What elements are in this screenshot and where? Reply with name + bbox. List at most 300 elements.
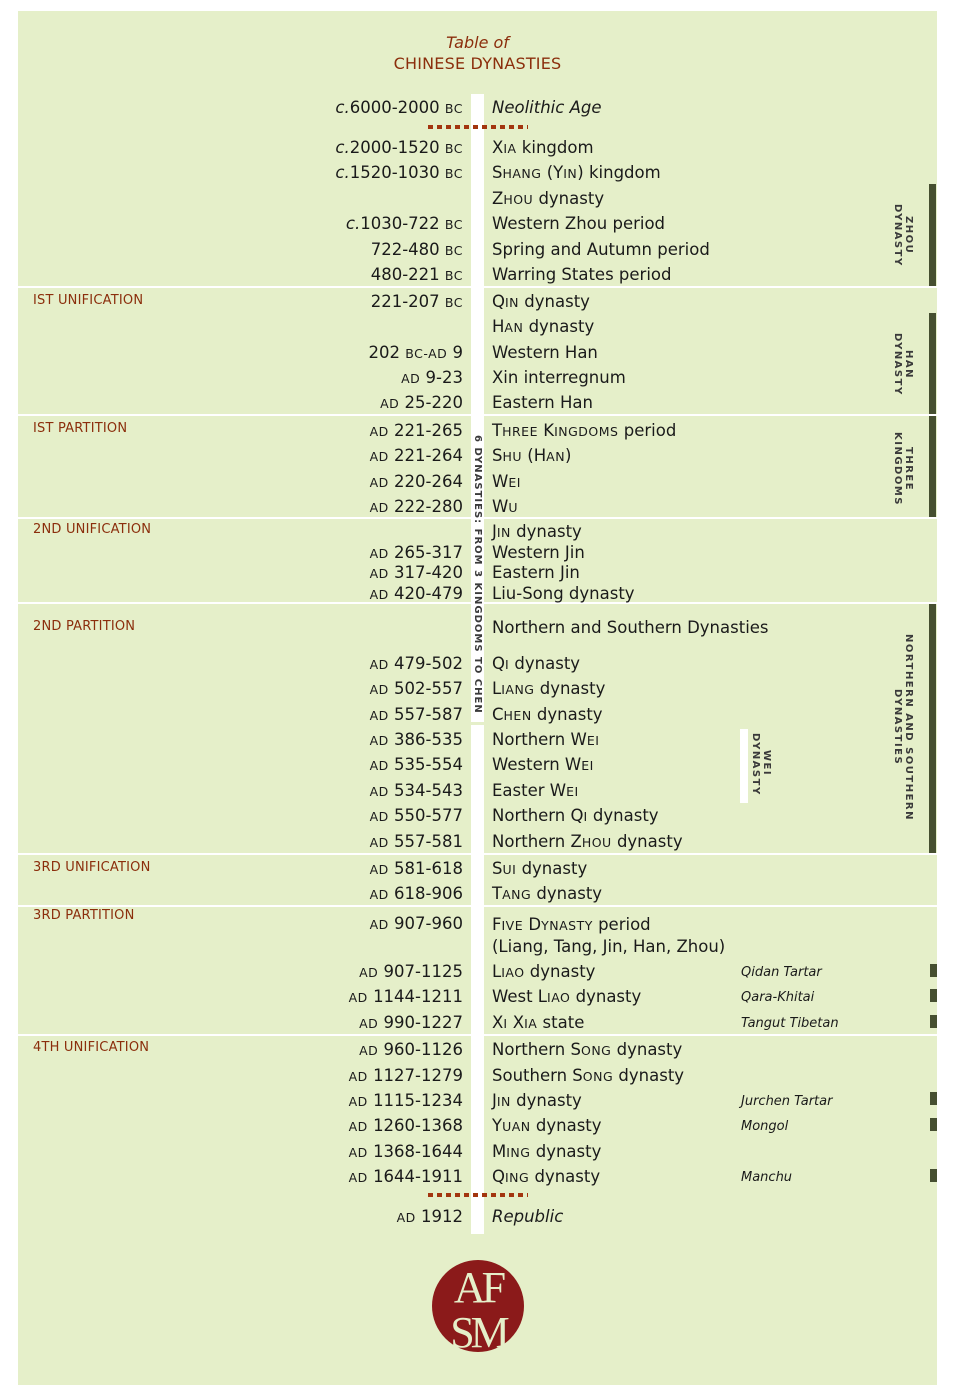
dynasty-name bbox=[492, 98, 602, 117]
date-range bbox=[370, 472, 463, 491]
date-range bbox=[370, 832, 463, 851]
group-label-1st-partition: IST PARTITION bbox=[33, 421, 128, 436]
group-label-2nd-unification: 2ND UNIFICATION bbox=[33, 522, 152, 537]
era-label: AD bbox=[380, 396, 400, 411]
side-label-han-dynasty: HAN DYNASTY bbox=[892, 333, 914, 396]
dynasty-name-text: Neolithic Age bbox=[492, 98, 602, 117]
side-label-northern-southern: NORTHERN AND SOUTHERN DYNASTIES bbox=[892, 633, 914, 821]
era-label: AD bbox=[401, 371, 421, 386]
timeline-bar bbox=[471, 288, 484, 414]
dynasty-name-text: dynasty bbox=[570, 987, 642, 1006]
era-label: AD bbox=[369, 424, 389, 439]
era-label: AD bbox=[369, 862, 389, 877]
era-label: AD bbox=[396, 1210, 416, 1225]
dynasty-name-initial: M bbox=[492, 1142, 507, 1161]
dynasty-name-text: Spring and Autumn period bbox=[492, 240, 710, 259]
dynasty-name bbox=[492, 618, 769, 637]
date-range bbox=[370, 543, 463, 562]
six-dynasties-label: 6 DYNASTIES: FROM 3 KINGDOMS TO CHEN bbox=[472, 434, 483, 714]
era-label: AD bbox=[359, 1016, 379, 1031]
dynasty-name-smallcaps: IA bbox=[524, 1016, 538, 1031]
dynasty-name-text: Republic bbox=[492, 1207, 564, 1226]
side-label-zhou-dynasty: ZHOU DYNASTY bbox=[892, 204, 914, 267]
date-range bbox=[371, 292, 463, 311]
dynasty-name-text: dynasty bbox=[530, 1116, 602, 1135]
dynasty-name-smallcaps: IANG bbox=[501, 682, 535, 697]
dynasty-name-text: Xin interregnum bbox=[492, 368, 626, 387]
dynasty-name-initial: C bbox=[492, 705, 504, 724]
dynasty-name-initial: Y bbox=[492, 1116, 503, 1135]
date-range bbox=[370, 730, 463, 749]
side-label-wei-dynasty: WEI DYNASTY bbox=[750, 733, 772, 796]
era-label: AD bbox=[369, 917, 389, 932]
date-range bbox=[371, 265, 463, 284]
group-label-3rd-partition: 3RD PARTITION bbox=[33, 908, 135, 923]
era-label: AD bbox=[369, 708, 389, 723]
dynasty-name-text: state bbox=[537, 1013, 585, 1032]
date-value: 479-502 bbox=[394, 654, 463, 673]
era-label: AD bbox=[369, 682, 389, 697]
date-value: 1912 bbox=[421, 1207, 463, 1226]
dynasty-name-initial: Q bbox=[492, 654, 505, 673]
era-label: AD bbox=[369, 475, 389, 490]
date-range bbox=[359, 1013, 463, 1032]
dynasty-name-text: Western Jin bbox=[492, 543, 585, 562]
dynasty-name bbox=[492, 781, 579, 800]
era-label: BC bbox=[444, 166, 463, 181]
dynasty-name-text: Western Zhou period bbox=[492, 214, 666, 233]
dynasty-name bbox=[492, 1091, 582, 1110]
date-value: 202 bbox=[368, 343, 400, 362]
date-range bbox=[380, 393, 463, 412]
ethnic-origin-label: Manchu bbox=[741, 1170, 793, 1185]
date-range bbox=[349, 1116, 463, 1135]
timeline-bar bbox=[471, 94, 484, 287]
era-label: BC bbox=[444, 295, 463, 310]
era-label: AD bbox=[348, 1170, 368, 1185]
dynasty-name-smallcaps: ING bbox=[505, 1170, 530, 1185]
date-value: 1144-1211 bbox=[373, 987, 463, 1006]
dynasty-name-text: dynasty bbox=[523, 317, 595, 336]
dynasty-name-text: Northern Q bbox=[492, 806, 584, 825]
date-range bbox=[370, 497, 463, 516]
foreign-dynasty-marker bbox=[930, 1092, 937, 1105]
dynasty-name-initial: S bbox=[492, 446, 503, 465]
dynasty-name-initial: Q bbox=[492, 292, 505, 311]
section-divider bbox=[18, 1034, 937, 1036]
ethnic-origin-label: Qara-Khitai bbox=[741, 990, 815, 1005]
era-label: AD bbox=[348, 1094, 368, 1109]
northern-southern-bracket bbox=[929, 604, 936, 853]
date-value: 907-960 bbox=[394, 914, 463, 933]
section-divider bbox=[18, 414, 937, 416]
dynasty-name-smallcaps: I bbox=[503, 1016, 508, 1031]
date-value: 220-264 bbox=[394, 472, 463, 491]
logo-text-bottom: SM bbox=[450, 1308, 506, 1354]
date-value: 221-207 bbox=[370, 292, 440, 311]
era-label: AD bbox=[348, 1069, 368, 1084]
dynasty-name bbox=[492, 806, 659, 825]
section-divider bbox=[18, 905, 937, 907]
ethnic-origin-label: Tangut Tibetan bbox=[741, 1016, 839, 1031]
date-range bbox=[370, 781, 463, 800]
dynasty-name bbox=[492, 1167, 600, 1186]
dotted-separator-top bbox=[428, 125, 528, 129]
date-value: 557-587 bbox=[394, 705, 463, 724]
dynasty-name bbox=[492, 543, 585, 562]
dynasty-name bbox=[492, 755, 594, 774]
dynasty-name-smallcaps: IN bbox=[496, 1094, 511, 1109]
date-value: 1127-1279 bbox=[373, 1066, 463, 1085]
date-range bbox=[370, 884, 463, 903]
dynasty-name-smallcaps: UAN bbox=[502, 1119, 531, 1134]
dynasty-name-smallcaps: HU bbox=[502, 449, 523, 464]
date-range bbox=[370, 806, 463, 825]
dynasty-name bbox=[492, 393, 593, 412]
date-range bbox=[335, 163, 463, 182]
dynasty-name-smallcaps: U bbox=[508, 500, 518, 515]
dynasty-name bbox=[492, 1066, 684, 1085]
era-label: BC bbox=[444, 141, 463, 156]
dynasty-name-text: dynasty bbox=[530, 1142, 602, 1161]
dynasty-name-text: dynasty bbox=[531, 705, 603, 724]
date-value: 550-577 bbox=[394, 806, 463, 825]
dynasty-name bbox=[492, 679, 605, 698]
afsm-logo-graphic bbox=[428, 1254, 528, 1354]
date-range bbox=[349, 1091, 463, 1110]
dynasty-name bbox=[492, 138, 594, 157]
dynasty-name bbox=[492, 472, 521, 491]
dynasty-name-smallcaps: IN bbox=[496, 525, 511, 540]
dynasty-name-smallcaps: HOU bbox=[581, 835, 612, 850]
dynasty-name-text: Northern Z bbox=[492, 832, 582, 851]
circa-label: c. bbox=[345, 214, 361, 233]
group-label-3rd-unification: 3RD UNIFICATION bbox=[33, 860, 151, 875]
circa-label: c. bbox=[335, 163, 350, 182]
date-range bbox=[370, 584, 463, 603]
date-range bbox=[370, 705, 463, 724]
dynasty-name-text: West L bbox=[492, 987, 548, 1006]
date-value: 265-317 bbox=[394, 543, 463, 562]
era-label: BC bbox=[444, 243, 463, 258]
era-label: AD bbox=[369, 887, 389, 902]
dynasty-name bbox=[492, 214, 665, 233]
date-value: 221-264 bbox=[394, 446, 463, 465]
date-range bbox=[370, 914, 463, 933]
dynasty-name-initial: T bbox=[492, 884, 503, 903]
date-value: 6000-2000 bbox=[349, 98, 440, 117]
dynasty-name-initial: L bbox=[492, 962, 502, 981]
dynasty-name-initial: J bbox=[492, 522, 497, 541]
era-label: AD bbox=[348, 990, 368, 1005]
date-value: 960-1126 bbox=[383, 1040, 463, 1059]
date-range bbox=[370, 446, 463, 465]
dynasty-name-smallcaps: IN bbox=[505, 295, 520, 310]
dynasty-name-text: dynasty bbox=[613, 1066, 685, 1085]
wei-dynasty-bar bbox=[740, 729, 748, 803]
dynasty-name-initial: T bbox=[492, 421, 503, 440]
zhou-dynasty-bracket bbox=[929, 184, 936, 286]
era-label: AD bbox=[369, 587, 389, 602]
dynasty-name-initial: H bbox=[492, 317, 505, 336]
dynasty-name-initial: F bbox=[492, 915, 502, 934]
ethnic-origin-label: Mongol bbox=[741, 1119, 789, 1134]
dynasty-name-smallcaps: INGDOMS bbox=[554, 424, 619, 439]
dynasty-name bbox=[492, 1142, 601, 1161]
dynasty-name-smallcaps: IA bbox=[503, 141, 517, 156]
era-label: BC bbox=[444, 101, 463, 116]
dynasty-name-text: Easter W bbox=[492, 781, 567, 800]
era-label: AD bbox=[369, 784, 389, 799]
dynasty-name bbox=[492, 189, 604, 208]
date-range bbox=[349, 1167, 463, 1186]
date-value: 557-581 bbox=[394, 832, 463, 851]
era-label: AD bbox=[359, 1043, 379, 1058]
dynasty-name-initial: S bbox=[492, 163, 503, 182]
circa-label: c. bbox=[335, 138, 350, 157]
dynasty-name-smallcaps: ONG bbox=[580, 1043, 612, 1058]
dynasty-name-text: Eastern Jin bbox=[492, 563, 580, 582]
afsm-logo bbox=[428, 1254, 528, 1358]
dynasty-name bbox=[492, 584, 635, 603]
date-value: 480-221 bbox=[370, 265, 440, 284]
date-value: 907-1125 bbox=[383, 962, 463, 981]
logo-text-top: AF bbox=[453, 1263, 503, 1312]
dynasty-name-smallcaps: ONG bbox=[582, 1069, 614, 1084]
dynasty-name bbox=[492, 240, 710, 259]
date-range bbox=[335, 98, 463, 117]
date-value: 9 bbox=[452, 343, 463, 362]
era-label: BC bbox=[444, 268, 463, 283]
dynasty-name-text: dynasty bbox=[533, 189, 605, 208]
date-value: 990-1227 bbox=[383, 1013, 463, 1032]
dynasty-name bbox=[492, 522, 582, 541]
dynasty-name bbox=[492, 163, 661, 182]
dynasty-name-initial: S bbox=[492, 859, 503, 878]
dynasty-name-initial: Z bbox=[492, 189, 504, 208]
dynasty-name-text: Warring States period bbox=[492, 265, 672, 284]
dynasty-name-text: Liu-Song dynasty bbox=[492, 584, 635, 603]
era-label: AD bbox=[348, 1145, 368, 1160]
dynasty-name-text: ) bbox=[565, 446, 572, 465]
dynasty-name-text: period bbox=[592, 915, 651, 934]
era-label: BC-AD bbox=[405, 346, 448, 361]
date-range bbox=[370, 654, 463, 673]
foreign-dynasty-marker bbox=[930, 964, 937, 977]
dynasty-name-smallcaps: EI bbox=[508, 475, 521, 490]
date-value: 25-220 bbox=[404, 393, 463, 412]
section-divider bbox=[18, 853, 937, 855]
dynasty-name-smallcaps: IAO bbox=[547, 990, 571, 1005]
dynasty-name-text: dynasty bbox=[519, 292, 590, 311]
date-value: 386-535 bbox=[394, 730, 463, 749]
dynasty-name bbox=[492, 730, 599, 749]
dynasty-name-text: dynasty bbox=[516, 859, 588, 878]
date-range bbox=[349, 1142, 463, 1161]
date-range bbox=[370, 859, 463, 878]
dynasty-name-smallcaps: IN bbox=[563, 166, 578, 181]
dynasty-table-panel bbox=[18, 11, 937, 1385]
dynasty-name-text: Eastern Han bbox=[492, 393, 593, 412]
dynasty-name bbox=[492, 654, 580, 673]
foreign-dynasty-marker bbox=[930, 1169, 937, 1182]
era-label: AD bbox=[359, 965, 379, 980]
dynasty-name-initial: J bbox=[492, 1091, 497, 1110]
date-value: 535-554 bbox=[394, 755, 463, 774]
dynasty-name-smallcaps: AN bbox=[504, 320, 524, 335]
dynasty-name-text: Northern S bbox=[492, 1040, 581, 1059]
dynasty-name bbox=[492, 343, 598, 362]
ethnic-origin-label: Qidan Tartar bbox=[741, 965, 822, 980]
dynasty-name-text: period bbox=[618, 421, 677, 440]
date-value: 2000-1520 bbox=[349, 138, 440, 157]
group-label-2nd-partition: 2ND PARTITION bbox=[33, 619, 136, 634]
timeline-bar bbox=[471, 725, 484, 1234]
dynasty-name-smallcaps: ANG bbox=[502, 887, 532, 902]
date-value: 1368-1644 bbox=[373, 1142, 463, 1161]
group-label-4th-unification: 4TH UNIFICATION bbox=[33, 1040, 150, 1055]
dynasty-name-smallcaps: EI bbox=[566, 784, 579, 799]
dynasty-name-text: Western W bbox=[492, 755, 582, 774]
date-value: 317-420 bbox=[394, 563, 463, 582]
date-range bbox=[349, 987, 463, 1006]
dynasty-name bbox=[492, 1116, 602, 1135]
dynasty-name-smallcaps: HREE bbox=[502, 424, 538, 439]
dynasty-name-text: Southern S bbox=[492, 1066, 583, 1085]
dynasty-name-text: Northern and Southern Dynasties bbox=[492, 618, 769, 637]
dynasty-name bbox=[492, 317, 594, 336]
date-range bbox=[359, 1040, 463, 1059]
ethnic-origin-label: Jurchen Tartar bbox=[741, 1094, 833, 1109]
dynasty-name-text: Western Han bbox=[492, 343, 598, 362]
three-kingdoms-bracket bbox=[929, 416, 936, 517]
dynasty-name bbox=[492, 1013, 584, 1032]
dynasty-name-initial: X bbox=[492, 138, 504, 157]
date-range bbox=[401, 368, 463, 387]
era-label: AD bbox=[369, 733, 389, 748]
dynasty-name-smallcaps: HOU bbox=[503, 192, 534, 207]
side-label-three-kingdoms: THREE KINGDOMS bbox=[892, 431, 914, 506]
dynasty-name-text: dynasty bbox=[611, 1040, 683, 1059]
dynasty-name-smallcaps: IVE bbox=[501, 918, 524, 933]
dynasty-name-subline: (Liang, Tang, Jin, Han, Zhou) bbox=[492, 937, 726, 956]
dynasty-name bbox=[492, 962, 595, 981]
dynasty-name-text: ) kingdom bbox=[577, 163, 661, 182]
dynasty-name-text: dynasty bbox=[531, 884, 603, 903]
date-range bbox=[370, 421, 463, 440]
date-range bbox=[369, 343, 464, 362]
dynasty-name-text: dynasty bbox=[587, 806, 659, 825]
era-label: AD bbox=[369, 500, 389, 515]
dynasty-name bbox=[492, 446, 571, 465]
date-value: 1520-1030 bbox=[349, 163, 440, 182]
han-dynasty-bracket bbox=[929, 313, 936, 414]
dynasty-name-text: dynasty bbox=[524, 962, 596, 981]
dynasty-name bbox=[492, 563, 580, 582]
dynasty-name-text: (Y bbox=[541, 163, 564, 182]
date-value: 1115-1234 bbox=[373, 1091, 463, 1110]
section-divider bbox=[18, 286, 937, 288]
era-label: AD bbox=[348, 1119, 368, 1134]
foreign-dynasty-marker bbox=[930, 989, 937, 1002]
date-value: 222-280 bbox=[394, 497, 463, 516]
date-value: 420-479 bbox=[394, 584, 463, 603]
dynasty-name bbox=[492, 497, 518, 516]
dynasty-name bbox=[492, 421, 676, 440]
date-value: 1030-722 bbox=[360, 214, 440, 233]
date-range bbox=[349, 1066, 463, 1085]
dynasty-name-text: K bbox=[537, 421, 555, 440]
dynasty-name-text: dynasty bbox=[529, 1167, 601, 1186]
date-value: 221-265 bbox=[394, 421, 463, 440]
dynasty-name-smallcaps: UI bbox=[502, 862, 517, 877]
dynasty-name-smallcaps: ING bbox=[506, 1145, 531, 1160]
dynasty-name bbox=[492, 292, 590, 311]
era-label: BC bbox=[444, 217, 463, 232]
dynasty-name-initial: Q bbox=[492, 1167, 505, 1186]
dynasty-name-text: Northern W bbox=[492, 730, 587, 749]
foreign-dynasty-marker bbox=[930, 1015, 937, 1028]
dynasty-name-text: dynasty bbox=[510, 1091, 582, 1110]
dynasty-name-initial: X bbox=[492, 1013, 504, 1032]
date-range bbox=[370, 755, 463, 774]
date-value: 534-543 bbox=[394, 781, 463, 800]
dynasty-name bbox=[492, 368, 626, 387]
date-range bbox=[359, 962, 463, 981]
dynasty-name bbox=[492, 705, 603, 724]
date-range bbox=[370, 679, 463, 698]
date-range bbox=[397, 1207, 463, 1226]
date-value: 722-480 bbox=[370, 240, 440, 259]
dynasty-name-smallcaps: EI bbox=[581, 758, 594, 773]
dynasty-name-text: dynasty bbox=[509, 654, 581, 673]
dynasty-name bbox=[492, 859, 587, 878]
era-label: AD bbox=[369, 835, 389, 850]
date-value: 581-618 bbox=[394, 859, 463, 878]
dynasty-name bbox=[492, 265, 672, 284]
date-value: 1644-1911 bbox=[373, 1167, 463, 1186]
date-value: 618-906 bbox=[394, 884, 463, 903]
dynasty-name-text: X bbox=[507, 1013, 525, 1032]
title-line-2: CHINESE DYNASTIES bbox=[393, 54, 562, 73]
group-label-1st-unification: IST UNIFICATION bbox=[33, 293, 144, 308]
dynasty-name-smallcaps: AN bbox=[546, 449, 566, 464]
date-value: 502-557 bbox=[394, 679, 463, 698]
dynasty-name-text: kingdom bbox=[516, 138, 594, 157]
era-label: AD bbox=[369, 546, 389, 561]
date-range bbox=[346, 214, 463, 233]
circa-label: c. bbox=[335, 98, 350, 117]
date-value: 9-23 bbox=[425, 368, 463, 387]
dynasty-name-smallcaps: HANG bbox=[502, 166, 542, 181]
date-range bbox=[335, 138, 463, 157]
dynasty-name-text: D bbox=[523, 915, 542, 934]
dynasty-name-smallcaps: EI bbox=[586, 733, 600, 748]
foreign-dynasty-marker bbox=[930, 1118, 937, 1131]
dynasty-name bbox=[492, 987, 641, 1006]
era-label: AD bbox=[369, 566, 389, 581]
dynasty-name-text: dynasty bbox=[534, 679, 606, 698]
title-line-1: Table of bbox=[446, 33, 509, 52]
dynasty-name-smallcaps: IAO bbox=[501, 965, 525, 980]
dynasty-name-initial: W bbox=[492, 497, 509, 516]
era-label: AD bbox=[369, 657, 389, 672]
dynasty-name bbox=[492, 832, 683, 851]
dynasty-name-initial: W bbox=[492, 472, 509, 491]
era-label: AD bbox=[369, 809, 389, 824]
dynasty-name bbox=[492, 1207, 563, 1226]
date-range bbox=[371, 240, 463, 259]
